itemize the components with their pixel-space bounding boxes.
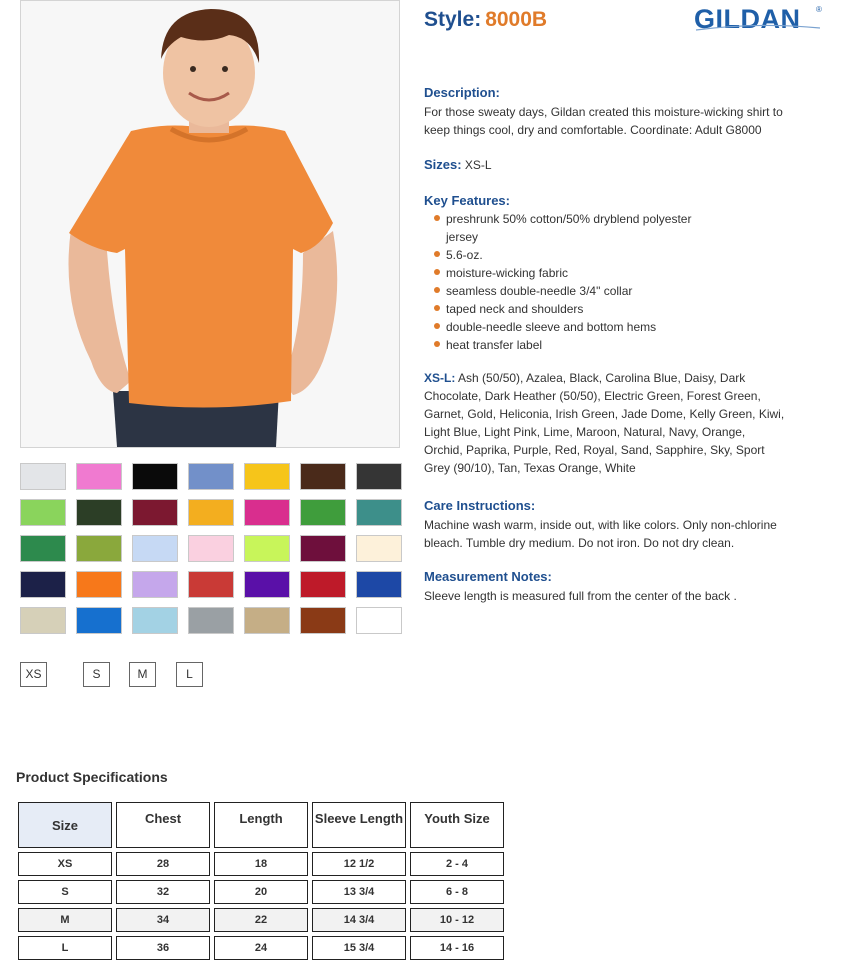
- spec-cell: 14 - 16: [410, 936, 504, 960]
- measurement-heading: Measurement Notes:: [424, 569, 552, 584]
- spec-cell: 6 - 8: [410, 880, 504, 904]
- features-heading: Key Features:: [424, 193, 510, 208]
- color-swatch[interactable]: [244, 499, 290, 526]
- color-swatch[interactable]: [132, 571, 178, 598]
- feature-text: 5.6-oz.: [446, 248, 483, 262]
- spec-title: Product Specifications: [16, 769, 168, 785]
- spec-cell: 28: [116, 852, 210, 876]
- size-option-xs[interactable]: XS: [20, 662, 47, 687]
- size-option-l[interactable]: L: [176, 662, 203, 687]
- color-swatch[interactable]: [132, 463, 178, 490]
- color-swatch[interactable]: [20, 571, 66, 598]
- color-swatch[interactable]: [132, 535, 178, 562]
- spec-cell: M: [18, 908, 112, 932]
- sizes-heading: Sizes:: [424, 157, 462, 172]
- care-line: bleach. Tumble dry medium. Do not iron. Do not dry clean.: [424, 536, 735, 550]
- color-swatch[interactable]: [20, 535, 66, 562]
- color-swatch[interactable]: [300, 463, 346, 490]
- color-swatch[interactable]: [76, 571, 122, 598]
- description-line: For those sweaty days, Gildan created this moisture-wicking shirt to: [424, 105, 783, 119]
- feature-item: [424, 264, 724, 282]
- spec-header-cell: Chest: [116, 802, 210, 848]
- gildan-logo: [692, 0, 826, 34]
- spec-cell: 15 3/4: [312, 936, 406, 960]
- bullet-icon: [434, 287, 440, 293]
- colors-line: Light Blue, Light Pink, Lime, Maroon, Natural, Navy, Orange,: [424, 425, 746, 439]
- description-line: keep things cool, dry and comfortable. Coordinate: Adult G8000: [424, 123, 762, 137]
- color-swatch[interactable]: [188, 535, 234, 562]
- feature-text: jersey: [446, 230, 479, 244]
- description-text: [424, 103, 824, 139]
- colors-line: Chocolate, Dark Heather (50/50), Electric Green, Forest Green,: [424, 389, 761, 403]
- color-swatch[interactable]: [188, 607, 234, 634]
- color-swatch[interactable]: [300, 607, 346, 634]
- colors-line: Garnet, Gold, Heliconia, Irish Green, Jade Dome, Kelly Green, Kiwi,: [424, 407, 785, 421]
- measurement-text: Sleeve length is measured full from the center of the back .: [424, 589, 737, 603]
- bullet-icon: [434, 215, 440, 221]
- bullet-icon: [434, 323, 440, 329]
- care-text: [424, 516, 824, 552]
- spec-cell: 22: [214, 908, 308, 932]
- color-swatch[interactable]: [20, 499, 66, 526]
- feature-text: preshrunk 50% cotton/50% dryblend polyester: [446, 212, 692, 226]
- color-swatch-grid: [20, 463, 402, 634]
- feature-item: [424, 336, 724, 354]
- feature-text: double-needle sleeve and bottom hems: [446, 320, 657, 334]
- color-swatch[interactable]: [20, 463, 66, 490]
- colors-line: Orchid, Paprika, Purple, Red, Royal, Sand, Sapphire, Sky, Sport: [424, 443, 765, 457]
- feature-item: [424, 300, 724, 318]
- color-swatch[interactable]: [132, 607, 178, 634]
- care-line: Machine wash warm, inside out, with like colors. Only non-chlorine: [424, 518, 777, 532]
- style-label: Style:: [424, 8, 482, 31]
- spec-header-cell: Sleeve Length: [312, 802, 406, 848]
- spec-header-cell: Youth Size: [410, 802, 504, 848]
- bullet-icon: [434, 341, 440, 347]
- feature-item: [424, 282, 724, 300]
- feature-item: [424, 210, 724, 228]
- feature-text: seamless double-needle 3/4" collar: [446, 284, 633, 298]
- care-heading: Care Instructions:: [424, 498, 536, 513]
- color-swatch[interactable]: [188, 463, 234, 490]
- color-swatch[interactable]: [76, 499, 122, 526]
- style-title: [424, 8, 547, 32]
- spec-cell: 10 - 12: [410, 908, 504, 932]
- color-swatch[interactable]: [20, 607, 66, 634]
- color-swatch[interactable]: [356, 463, 402, 490]
- color-swatch[interactable]: [300, 535, 346, 562]
- color-swatch[interactable]: [356, 535, 402, 562]
- spec-cell: 20: [214, 880, 308, 904]
- color-swatch[interactable]: [76, 463, 122, 490]
- color-swatch[interactable]: [244, 535, 290, 562]
- product-photo: [20, 0, 400, 448]
- colors-line: Ash (50/50), Azalea, Black, Carolina Blue, Daisy, Dark: [458, 371, 746, 385]
- spec-header-cell: Length: [214, 802, 308, 848]
- feature-item: [424, 246, 724, 264]
- colors-text: [424, 369, 824, 477]
- boy-in-orange-tshirt-image: [21, 1, 399, 447]
- spec-cell: 24: [214, 936, 308, 960]
- logo-text: GILDAN: [694, 4, 801, 34]
- description-heading: Description:: [424, 85, 500, 100]
- color-swatch[interactable]: [356, 499, 402, 526]
- color-swatch[interactable]: [244, 607, 290, 634]
- colors-line: Grey (90/10), Tan, Texas Orange, White: [424, 461, 636, 475]
- bullet-icon: [434, 269, 440, 275]
- spec-cell: 13 3/4: [312, 880, 406, 904]
- feature-item: [424, 318, 724, 336]
- size-option-s[interactable]: S: [83, 662, 110, 687]
- spec-cell: L: [18, 936, 112, 960]
- sizes-line: [424, 156, 824, 174]
- color-swatch[interactable]: [76, 607, 122, 634]
- color-swatch[interactable]: [244, 463, 290, 490]
- spec-cell: 34: [116, 908, 210, 932]
- color-swatch[interactable]: [244, 571, 290, 598]
- feature-text: taped neck and shoulders: [446, 302, 584, 316]
- color-swatch[interactable]: [132, 499, 178, 526]
- color-swatch[interactable]: [300, 499, 346, 526]
- spec-cell: 2 - 4: [410, 852, 504, 876]
- color-swatch[interactable]: [300, 571, 346, 598]
- color-swatch[interactable]: [356, 571, 402, 598]
- spec-header-cell: Size: [18, 802, 112, 848]
- color-swatch[interactable]: [188, 499, 234, 526]
- spec-cell: 14 3/4: [312, 908, 406, 932]
- feature-text: heat transfer label: [446, 338, 543, 352]
- feature-text: moisture-wicking fabric: [446, 266, 569, 280]
- feature-item-continued: [424, 228, 724, 246]
- color-swatch[interactable]: [76, 535, 122, 562]
- spec-cell: 36: [116, 936, 210, 960]
- bullet-icon: [434, 305, 440, 311]
- spec-cell: 32: [116, 880, 210, 904]
- colors-label: XS-L:: [424, 371, 456, 385]
- spec-cell: S: [18, 880, 112, 904]
- color-swatch[interactable]: [188, 571, 234, 598]
- sizes-value: XS-L: [464, 158, 492, 172]
- features-list: [424, 210, 724, 354]
- color-swatch[interactable]: [356, 607, 402, 634]
- bullet-icon: [434, 251, 440, 257]
- size-option-m[interactable]: M: [129, 662, 156, 687]
- spec-cell: XS: [18, 852, 112, 876]
- registered-mark: ®: [816, 5, 822, 14]
- spec-cell: 18: [214, 852, 308, 876]
- spec-cell: 12 1/2: [312, 852, 406, 876]
- style-number: 8000B: [485, 8, 548, 31]
